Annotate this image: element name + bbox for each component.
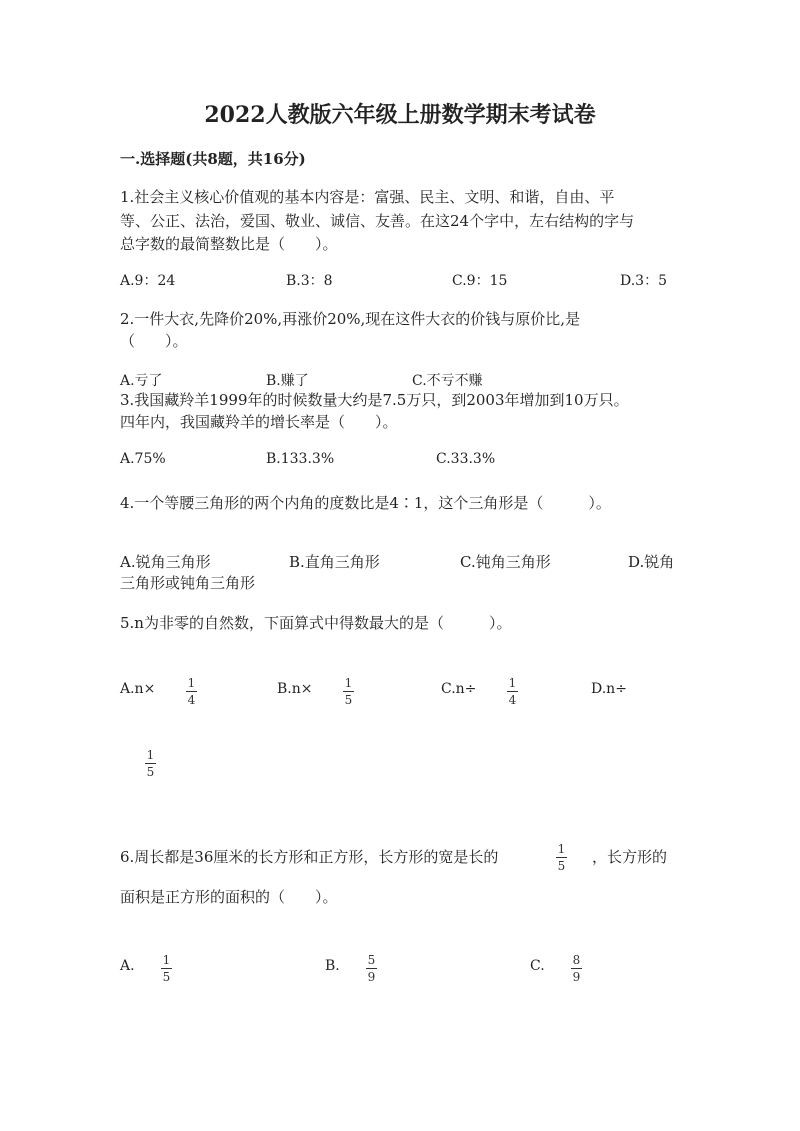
fraction-denominator: 5 xyxy=(146,765,155,779)
option-d[interactable]: D.n÷ xyxy=(591,681,627,697)
option-b[interactable]: B. xyxy=(325,958,340,974)
fraction xyxy=(343,676,354,707)
question-text-line: （ ）。 xyxy=(120,332,188,350)
question-text-line: 6.周长都是36厘米的长方形和正方形，长方形的宽是长的 xyxy=(120,848,499,866)
question-text-line: 1.社会主义核心价值观的基本内容是：富强、民主、文明、和谐，自由、平 xyxy=(120,188,615,206)
option-c[interactable]: C. xyxy=(530,958,545,974)
option-a[interactable]: A.9：24 xyxy=(120,273,176,289)
option-b[interactable]: B.直角三角形 xyxy=(289,553,380,571)
question-text-line: 3.我国藏羚羊1999年的时候数量大约是7.5万只，到2003年增加到10万只。 xyxy=(120,391,629,409)
question-text-line: 面积是正方形的面积的（ ）。 xyxy=(120,888,338,906)
option-c[interactable]: C.不亏不赚 xyxy=(412,373,483,389)
question-text-line: 4.一个等腰三角形的两个内角的度数比是4∶1，这个三角形是（ ）。 xyxy=(120,494,611,512)
fraction xyxy=(556,842,567,873)
fraction-bar xyxy=(571,968,582,969)
option-a[interactable]: A.n× xyxy=(120,681,156,697)
option-a[interactable]: A.亏了 xyxy=(120,373,163,389)
fraction-bar xyxy=(161,968,172,969)
option-d-continued: 三角形或钝角三角形 xyxy=(120,574,256,592)
option-b[interactable]: B.赚了 xyxy=(266,373,309,389)
fraction-numerator: 1 xyxy=(187,676,196,690)
question-text-line: 四年内，我国藏羚羊的增长率是（ ）。 xyxy=(120,413,398,431)
fraction-denominator: 5 xyxy=(162,970,171,984)
fraction-numerator: 1 xyxy=(162,953,171,967)
fraction-bar xyxy=(186,691,197,692)
option-b[interactable]: B.133.3% xyxy=(266,451,335,467)
option-d[interactable]: D.锐角 xyxy=(628,553,675,571)
fraction xyxy=(507,676,518,707)
question-text-line: 等、公正、法治，爱国、敬业、诚信、友善。在这24个字中，左右结构的字与 xyxy=(120,212,635,230)
section-header: 一.选择题(共8题，共16分) xyxy=(120,150,306,168)
fraction-numerator: 1 xyxy=(344,676,353,690)
fraction-bar xyxy=(145,763,156,764)
option-a[interactable]: A. xyxy=(120,958,135,974)
fraction xyxy=(186,676,197,707)
option-a[interactable]: A.锐角三角形 xyxy=(120,553,211,571)
fraction-denominator: 4 xyxy=(508,693,517,707)
fraction-denominator: 4 xyxy=(187,693,196,707)
option-c[interactable]: C.33.3% xyxy=(436,451,496,467)
question-text-line: 总字数的最简整数比是（ ）。 xyxy=(120,235,338,253)
option-c[interactable]: C.n÷ xyxy=(441,681,477,697)
fraction-bar xyxy=(343,691,354,692)
fraction-bar xyxy=(366,968,377,969)
fraction-bar xyxy=(507,691,518,692)
fraction-denominator: 9 xyxy=(572,970,581,984)
fraction-numerator: 1 xyxy=(557,842,566,856)
option-b[interactable]: B.n× xyxy=(277,681,313,697)
fraction-denominator: 5 xyxy=(557,859,566,873)
question-text-line: 5.n为非零的自然数，下面算式中得数最大的是（ ）。 xyxy=(120,614,512,632)
page-title: 2022人教版六年级上册数学期末考试卷 xyxy=(204,102,596,128)
question-text-line: ，长方形的 xyxy=(592,848,668,866)
fraction-denominator: 5 xyxy=(344,693,353,707)
option-c[interactable]: C.9：15 xyxy=(452,273,508,289)
option-d[interactable]: D.3：5 xyxy=(620,273,667,289)
question-text-line: 2.一件大衣,先降价20%,再涨价20%,现在这件大衣的价钱与原价比,是 xyxy=(120,310,581,328)
fraction-denominator: 9 xyxy=(367,970,376,984)
fraction-numerator: 8 xyxy=(572,953,581,967)
fraction-numerator: 1 xyxy=(508,676,517,690)
option-b[interactable]: B.3：8 xyxy=(286,273,333,289)
fraction xyxy=(145,748,156,779)
fraction xyxy=(366,953,377,984)
option-c[interactable]: C.钝角三角形 xyxy=(460,553,551,571)
option-a[interactable]: A.75% xyxy=(120,451,166,467)
fraction xyxy=(161,953,172,984)
fraction-numerator: 1 xyxy=(146,748,155,762)
fraction xyxy=(571,953,582,984)
fraction-numerator: 5 xyxy=(367,953,376,967)
fraction-bar xyxy=(556,857,567,858)
